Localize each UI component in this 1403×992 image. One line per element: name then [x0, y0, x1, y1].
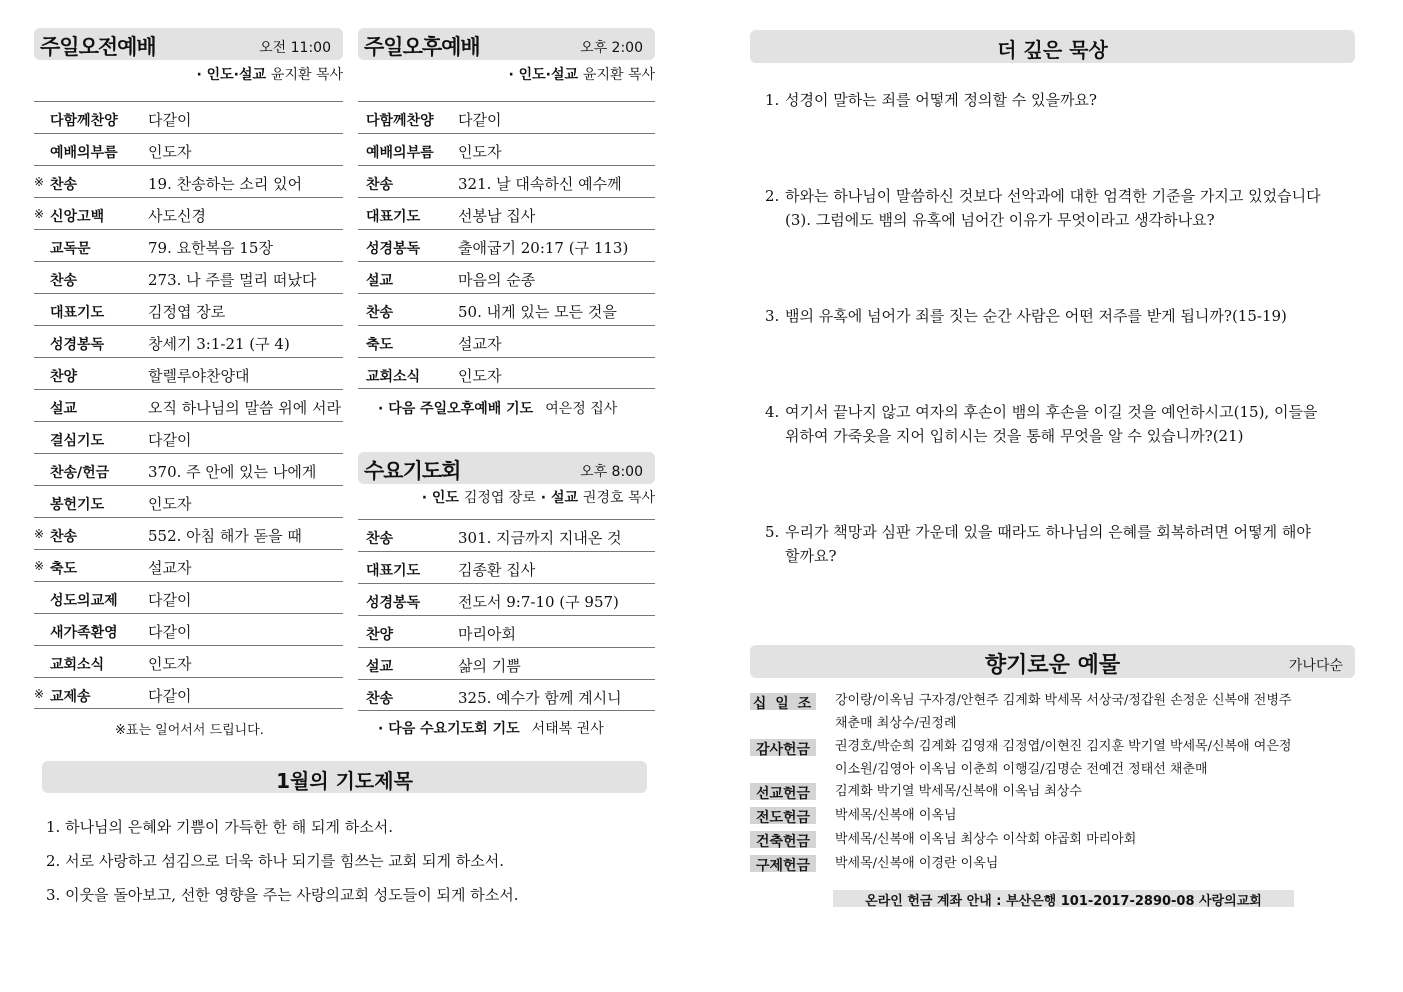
- prayer-topic-3: 3. 이웃을 돌아보고, 선한 영향을 주는 사랑의교회 성도들이 되게 하소서.: [46, 886, 519, 904]
- meditation-header: [750, 30, 1355, 63]
- service-row: [358, 165, 655, 197]
- offering-label-mission: 선교헌금: [750, 783, 816, 800]
- leader-name: 김정엽 장로: [463, 490, 536, 506]
- prayer-topics-header: [42, 761, 647, 793]
- service-item-value: 선봉남 집사: [458, 207, 536, 225]
- service-item-label: 예배의부름: [50, 145, 118, 161]
- service-item-value: 사도신경: [148, 207, 206, 225]
- service-item-label: 대표기도: [366, 563, 421, 579]
- offering-label-relief: 구제헌금: [750, 855, 816, 872]
- preacher-label: · 설교: [540, 490, 579, 506]
- service-item-label: 다함께찬양: [50, 113, 118, 129]
- offering-label-thanks: 감사헌금: [750, 739, 816, 756]
- next-prayer-name: 서태복 권사: [531, 721, 604, 737]
- standing-mark: ※: [34, 175, 45, 189]
- service-item-value: 김종환 집사: [458, 561, 536, 579]
- service-item-value: 인도자: [148, 143, 192, 161]
- wednesday-service-title: 수요기도회: [364, 459, 461, 483]
- service-item-label: 성경봉독: [366, 595, 421, 611]
- service-row: [34, 133, 343, 165]
- service-item-label: 찬양: [366, 627, 394, 643]
- service-item-value: 인도자: [148, 495, 192, 513]
- service-item-label: 성도의교제: [50, 593, 118, 609]
- online-offering-account: 온라인 헌금 계좌 안내 : 부산은행 101-2017-2890-08 사랑의교회: [833, 890, 1294, 907]
- service-item-label: 결심기도: [50, 433, 105, 449]
- offering-names-mission: 김계화 박기열 박세목/신복애 이옥님 최상수: [835, 784, 1082, 799]
- service-item-label: 대표기도: [50, 305, 105, 321]
- service-item-label: 찬송: [50, 177, 78, 193]
- leader-name: 윤지환 목사: [270, 67, 343, 83]
- offering-order-note: 가나다순: [1288, 658, 1343, 674]
- service-item-label: 설교: [366, 273, 394, 289]
- service-row: [34, 165, 343, 197]
- service-item-label: 예배의부름: [366, 145, 434, 161]
- service-item-value: 마리아회: [458, 625, 516, 643]
- offering-label-evangelism: 전도헌금: [750, 807, 816, 824]
- service-item-value: 다같이: [148, 591, 192, 609]
- morning-service-leader: [34, 64, 343, 84]
- leader-label: · 인도·설교: [196, 67, 267, 83]
- service-row: [34, 421, 343, 453]
- standing-mark: ※: [34, 207, 45, 221]
- service-item-value: 다같이: [148, 623, 192, 641]
- service-item-label: 교회소식: [366, 369, 421, 385]
- question-4: 4. 여기서 끝나지 않고 여자의 후손이 뱀의 후손을 이길 것을 예언하시고(15), 이들을 위하여 가죽옷을 지어 입히시는 것을 통해 무엇을 알 수 있습니까?(21): [765, 403, 1318, 445]
- morning-service-time: 오전 11:00: [259, 40, 331, 56]
- prayer-topic-1: 1. 하나님의 은혜와 기쁨이 가득한 한 해 되게 하소서.: [46, 818, 394, 836]
- service-item-label: 찬송: [366, 531, 394, 547]
- service-row: [34, 517, 343, 549]
- meditation-title: 더 깊은 묵상: [997, 38, 1108, 62]
- service-item-value: 79. 요한복음 15장: [148, 239, 273, 257]
- service-row: [358, 551, 655, 583]
- afternoon-service-title: 주일오후예배: [364, 35, 480, 59]
- wednesday-service-leader: [358, 487, 655, 507]
- service-item-label: 찬송: [50, 529, 78, 545]
- service-item-value: 할렐루야찬양대: [148, 367, 250, 385]
- leader-label: · 인도: [421, 490, 459, 506]
- service-item-value: 273. 나 주를 멀리 떠났다: [148, 271, 317, 289]
- service-item-value: 325. 예수가 함께 계시니: [458, 689, 622, 707]
- service-item-value: 다같이: [458, 111, 502, 129]
- service-item-label: 교회소식: [50, 657, 105, 673]
- service-item-label: 축도: [366, 337, 394, 353]
- service-row: [358, 133, 655, 165]
- service-row: [34, 357, 343, 389]
- service-row: [358, 229, 655, 261]
- service-item-label: 찬송: [366, 305, 394, 321]
- morning-order-of-service: [34, 101, 343, 709]
- service-item-label: 교독문: [50, 241, 91, 257]
- afternoon-service-time: 오후 2:00: [580, 40, 643, 56]
- standing-mark: ※: [34, 527, 45, 541]
- service-row: [34, 101, 343, 133]
- offering-header: [750, 645, 1355, 678]
- service-row: [358, 679, 655, 711]
- afternoon-service-header: [358, 28, 655, 60]
- wednesday-service-header: [358, 452, 655, 484]
- service-row: [358, 647, 655, 679]
- service-item-label: 축도: [50, 561, 78, 577]
- service-item-value: 301. 지금까지 지내온 것: [458, 529, 622, 547]
- service-row: [34, 613, 343, 645]
- leader-name: 윤지환 목사: [582, 67, 655, 83]
- question-5: 5. 우리가 책망과 심판 가운데 있을 때라도 하나님의 은혜를 회복하려면 어떻게 해야 할까요?: [765, 523, 1311, 565]
- offering-names-thanks: 권경호/박순희 김계화 김영재 김정엽/이현진 김지훈 박기열 박세목/신복애 여은정 이소원/김영아 이옥님 이춘희 이행길/김명순 전예건 정태선 채춘매: [835, 739, 1292, 777]
- service-item-value: 전도서 9:7-10 (구 957): [458, 593, 619, 611]
- wednesday-order-of-service: [358, 519, 655, 711]
- service-item-label: 설교: [50, 401, 78, 417]
- offering-names-tithe: 강이랑/이옥님 구자경/안현주 김계화 박세목 서상국/정갑원 손정운 신복애 전병주 채춘매 최상수/권정례: [835, 693, 1292, 731]
- service-item-label: 신앙고백: [50, 209, 105, 225]
- service-item-value: 설교자: [458, 335, 502, 353]
- service-item-value: 창세기 3:1-21 (구 4): [148, 335, 290, 353]
- offering-label-tithe: 십 일 조: [750, 693, 816, 710]
- offering-names-relief: 박세목/신복애 이경란 이옥님: [835, 856, 999, 871]
- prayer-topics-title: 1월의 기도제목: [276, 769, 413, 793]
- service-row: [358, 357, 655, 389]
- next-prayer-label: · 다음 수요기도회 기도: [378, 721, 520, 737]
- service-row: [34, 261, 343, 293]
- service-item-value: 인도자: [148, 655, 192, 673]
- offering-names-evangelism: 박세목/신복애 이옥님: [835, 808, 957, 823]
- service-item-value: 삶의 기쁨: [458, 657, 521, 675]
- service-item-label: 찬송: [50, 273, 78, 289]
- prayer-topic-2: 2. 서로 사랑하고 섬김으로 더욱 하나 되기를 힘쓰는 교회 되게 하소서.: [46, 852, 504, 870]
- service-item-value: 50. 내게 있는 모든 것을: [458, 303, 617, 321]
- service-row: [34, 677, 343, 709]
- service-item-label: 성경봉독: [366, 241, 421, 257]
- service-row: [358, 261, 655, 293]
- service-item-value: 오직 하나님의 말씀 위에 서라: [148, 399, 341, 417]
- service-row: [34, 197, 343, 229]
- next-prayer-name: 여은정 집사: [545, 401, 618, 417]
- question-3: 3. 뱀의 유혹에 넘어가 죄를 짓는 순간 사람은 어떤 저주를 받게 됩니까?(15-19): [765, 307, 1287, 325]
- morning-service-title: 주일오전예배: [40, 35, 156, 59]
- service-item-value: 다같이: [148, 431, 192, 449]
- offering-names-building: 박세목/신복애 이옥님 최상수 이삭회 야곱회 마리아회: [835, 832, 1137, 847]
- service-item-value: 인도자: [458, 143, 502, 161]
- service-item-value: 인도자: [458, 367, 502, 385]
- afternoon-order-of-service: [358, 101, 655, 389]
- standing-mark: ※: [34, 559, 45, 573]
- service-row: [34, 549, 343, 581]
- service-item-value: 370. 주 안에 있는 나에게: [148, 463, 317, 481]
- service-item-label: 대표기도: [366, 209, 421, 225]
- service-item-value: 마음의 순종: [458, 271, 536, 289]
- standing-mark: ※: [34, 687, 45, 701]
- service-item-label: 새가족환영: [50, 625, 118, 641]
- service-item-label: 찬양: [50, 369, 78, 385]
- service-item-value: 다같이: [148, 111, 192, 129]
- service-item-label: 다함께찬양: [366, 113, 434, 129]
- service-row: [358, 197, 655, 229]
- service-row: [358, 583, 655, 615]
- service-row: [34, 453, 343, 485]
- service-item-value: 552. 아침 해가 돋을 때: [148, 527, 302, 545]
- service-row: [358, 293, 655, 325]
- service-row: [34, 645, 343, 677]
- service-item-label: 찬송: [366, 177, 394, 193]
- next-prayer-label: · 다음 주일오후예배 기도: [378, 401, 534, 417]
- service-item-value: 다같이: [148, 687, 192, 705]
- service-row: [358, 325, 655, 357]
- service-item-label: 봉헌기도: [50, 497, 105, 513]
- offering-label-building: 건축헌금: [750, 831, 816, 848]
- standing-note: ※표는 일어서서 드립니다.: [115, 723, 264, 738]
- service-row: [358, 615, 655, 647]
- offering-title: 향기로운 예물: [984, 653, 1121, 678]
- morning-service-header: [34, 28, 343, 60]
- question-1: 1. 성경이 말하는 죄를 어떻게 정의할 수 있을까요?: [765, 91, 1097, 109]
- question-2: 2. 하와는 하나님이 말씀하신 것보다 선악과에 대한 엄격한 기준을 가지고 있었습니다 (3). 그럼에도 뱀의 유혹에 넘어간 이유가 무엇이라고 생각하나요?: [765, 187, 1321, 229]
- service-item-value: 설교자: [148, 559, 192, 577]
- service-row: [34, 325, 343, 357]
- service-item-label: 교제송: [50, 689, 91, 705]
- service-row: [358, 101, 655, 133]
- service-item-value: 김정엽 장로: [148, 303, 226, 321]
- preacher-name: 권경호 목사: [582, 490, 655, 506]
- afternoon-service-leader: [358, 64, 655, 84]
- service-item-value: 19. 찬송하는 소리 있어: [148, 175, 303, 193]
- service-row: [34, 293, 343, 325]
- afternoon-next-prayer: [378, 398, 617, 418]
- service-row: [34, 581, 343, 613]
- service-row: [358, 519, 655, 551]
- service-item-label: 찬송/헌금: [50, 465, 110, 481]
- service-item-label: 찬송: [366, 691, 394, 707]
- service-row: [34, 389, 343, 421]
- service-item-value: 출애굽기 20:17 (구 113): [458, 239, 629, 257]
- wednesday-next-prayer: [378, 718, 604, 738]
- service-row: [34, 229, 343, 261]
- wednesday-service-time: 오후 8:00: [580, 464, 643, 480]
- service-row: [34, 485, 343, 517]
- service-item-value: 321. 날 대속하신 예수께: [458, 175, 622, 193]
- leader-label: · 인도·설교: [508, 67, 579, 83]
- service-item-label: 설교: [366, 659, 394, 675]
- service-item-label: 성경봉독: [50, 337, 105, 353]
